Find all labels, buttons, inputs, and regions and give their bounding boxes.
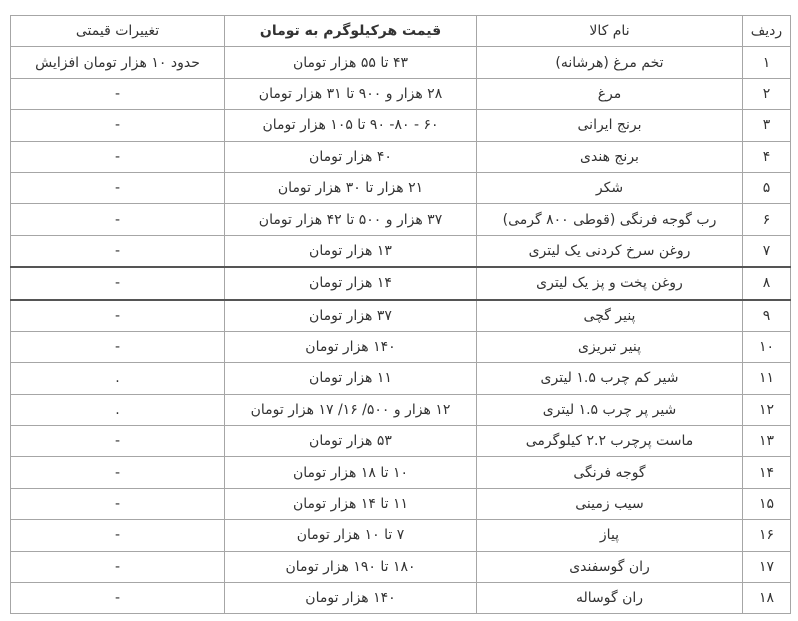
header-name: نام کالا <box>477 16 743 47</box>
cell-change: - <box>11 426 225 457</box>
table-row <box>11 267 791 299</box>
cell-index: ۱۸ <box>743 583 791 614</box>
table-row <box>11 457 791 488</box>
table-row <box>11 235 791 267</box>
cell-change: - <box>11 520 225 551</box>
cell-index: ۷ <box>743 235 791 267</box>
cell-change: - <box>11 583 225 614</box>
price-table-container <box>10 15 790 614</box>
cell-price: ۱۴ هزار تومان <box>225 267 477 299</box>
header-index: ردیف <box>743 16 791 47</box>
cell-name: شیر پر چرب ۱.۵ لیتری <box>477 394 743 425</box>
table-row <box>11 172 791 203</box>
cell-name: روغن پخت و پز یک لیتری <box>477 267 743 299</box>
cell-change: - <box>11 331 225 362</box>
cell-price: ۷ تا ۱۰ هزار تومان <box>225 520 477 551</box>
cell-price: ۲۸ هزار و ۹۰۰ تا ۳۱ هزار تومان <box>225 78 477 109</box>
cell-name: ماست پرچرب ۲.۲ کیلوگرمی <box>477 426 743 457</box>
table-row <box>11 331 791 362</box>
cell-name: پنیر تبریزی <box>477 331 743 362</box>
cell-change: - <box>11 172 225 203</box>
cell-price: ۴۰ هزار تومان <box>225 141 477 172</box>
cell-index: ۱۵ <box>743 488 791 519</box>
cell-change: - <box>11 78 225 109</box>
cell-name: شکر <box>477 172 743 203</box>
table-body <box>11 47 791 614</box>
table-row <box>11 204 791 235</box>
cell-name: برنج هندی <box>477 141 743 172</box>
cell-index: ۱۴ <box>743 457 791 488</box>
cell-price: ۱۲ هزار و ۵۰۰/ ۱۶/ ۱۷ هزار تومان <box>225 394 477 425</box>
cell-index: ۵ <box>743 172 791 203</box>
cell-name: پیاز <box>477 520 743 551</box>
table-header-row <box>11 16 791 47</box>
table-row <box>11 426 791 457</box>
cell-index: ۱۲ <box>743 394 791 425</box>
cell-price: ۱۱ هزار تومان <box>225 363 477 394</box>
cell-index: ۱۷ <box>743 551 791 582</box>
cell-index: ۴ <box>743 141 791 172</box>
cell-index: ۲ <box>743 78 791 109</box>
cell-price: ۲۱ هزار تا ۳۰ هزار تومان <box>225 172 477 203</box>
cell-price: ۵۳ هزار تومان <box>225 426 477 457</box>
cell-change: حدود ۱۰ هزار تومان افزایش <box>11 47 225 78</box>
cell-change: . <box>11 363 225 394</box>
cell-index: ۱۶ <box>743 520 791 551</box>
table-row <box>11 551 791 582</box>
cell-name: مرغ <box>477 78 743 109</box>
cell-name: شیر کم چرب ۱.۵ لیتری <box>477 363 743 394</box>
cell-price: ۳۷ هزار و ۵۰۰ تا ۴۲ هزار تومان <box>225 204 477 235</box>
cell-change: - <box>11 110 225 141</box>
table-row <box>11 520 791 551</box>
table-row <box>11 78 791 109</box>
table-row <box>11 110 791 141</box>
cell-name: سیب زمینی <box>477 488 743 519</box>
table-row <box>11 363 791 394</box>
cell-index: ۳ <box>743 110 791 141</box>
cell-change: - <box>11 551 225 582</box>
cell-price: ۶۰ - ۸۰- ۹۰ تا ۱۰۵ هزار تومان <box>225 110 477 141</box>
cell-index: ۱۳ <box>743 426 791 457</box>
cell-name: برنج ایرانی <box>477 110 743 141</box>
cell-name: گوجه فرنگی <box>477 457 743 488</box>
table-row <box>11 47 791 78</box>
cell-index: ۶ <box>743 204 791 235</box>
cell-price: ۱۳ هزار تومان <box>225 235 477 267</box>
table-row <box>11 300 791 332</box>
cell-name: تخم مرغ (هرشانه) <box>477 47 743 78</box>
cell-change: - <box>11 235 225 267</box>
cell-price: ۱۴۰ هزار تومان <box>225 583 477 614</box>
table-row <box>11 583 791 614</box>
price-table <box>10 15 791 614</box>
cell-price: ۱۴۰ هزار تومان <box>225 331 477 362</box>
cell-change: - <box>11 300 225 332</box>
table-row <box>11 394 791 425</box>
table-row <box>11 141 791 172</box>
header-change: تغییرات قیمتی <box>11 16 225 47</box>
cell-price: ۳۷ هزار تومان <box>225 300 477 332</box>
cell-name: ران گوساله <box>477 583 743 614</box>
cell-change: - <box>11 267 225 299</box>
cell-change: - <box>11 204 225 235</box>
cell-change: - <box>11 488 225 519</box>
cell-price: ۱۱ تا ۱۴ هزار تومان <box>225 488 477 519</box>
cell-price: ۱۰ تا ۱۸ هزار تومان <box>225 457 477 488</box>
cell-index: ۸ <box>743 267 791 299</box>
cell-price: ۴۳ تا ۵۵ هزار تومان <box>225 47 477 78</box>
cell-change: - <box>11 141 225 172</box>
cell-name: روغن سرخ کردنی یک لیتری <box>477 235 743 267</box>
cell-price: ۱۸۰ تا ۱۹۰ هزار تومان <box>225 551 477 582</box>
cell-change: . <box>11 394 225 425</box>
cell-name: رب گوجه فرنگی (قوطی ۸۰۰ گرمی) <box>477 204 743 235</box>
cell-index: ۱۱ <box>743 363 791 394</box>
cell-name: پنیر گچی <box>477 300 743 332</box>
cell-index: ۱۰ <box>743 331 791 362</box>
cell-change: - <box>11 457 225 488</box>
header-price: قیمت هرکیلوگرم به تومان <box>225 16 477 47</box>
cell-index: ۹ <box>743 300 791 332</box>
table-row <box>11 488 791 519</box>
cell-name: ران گوسفندی <box>477 551 743 582</box>
cell-index: ۱ <box>743 47 791 78</box>
